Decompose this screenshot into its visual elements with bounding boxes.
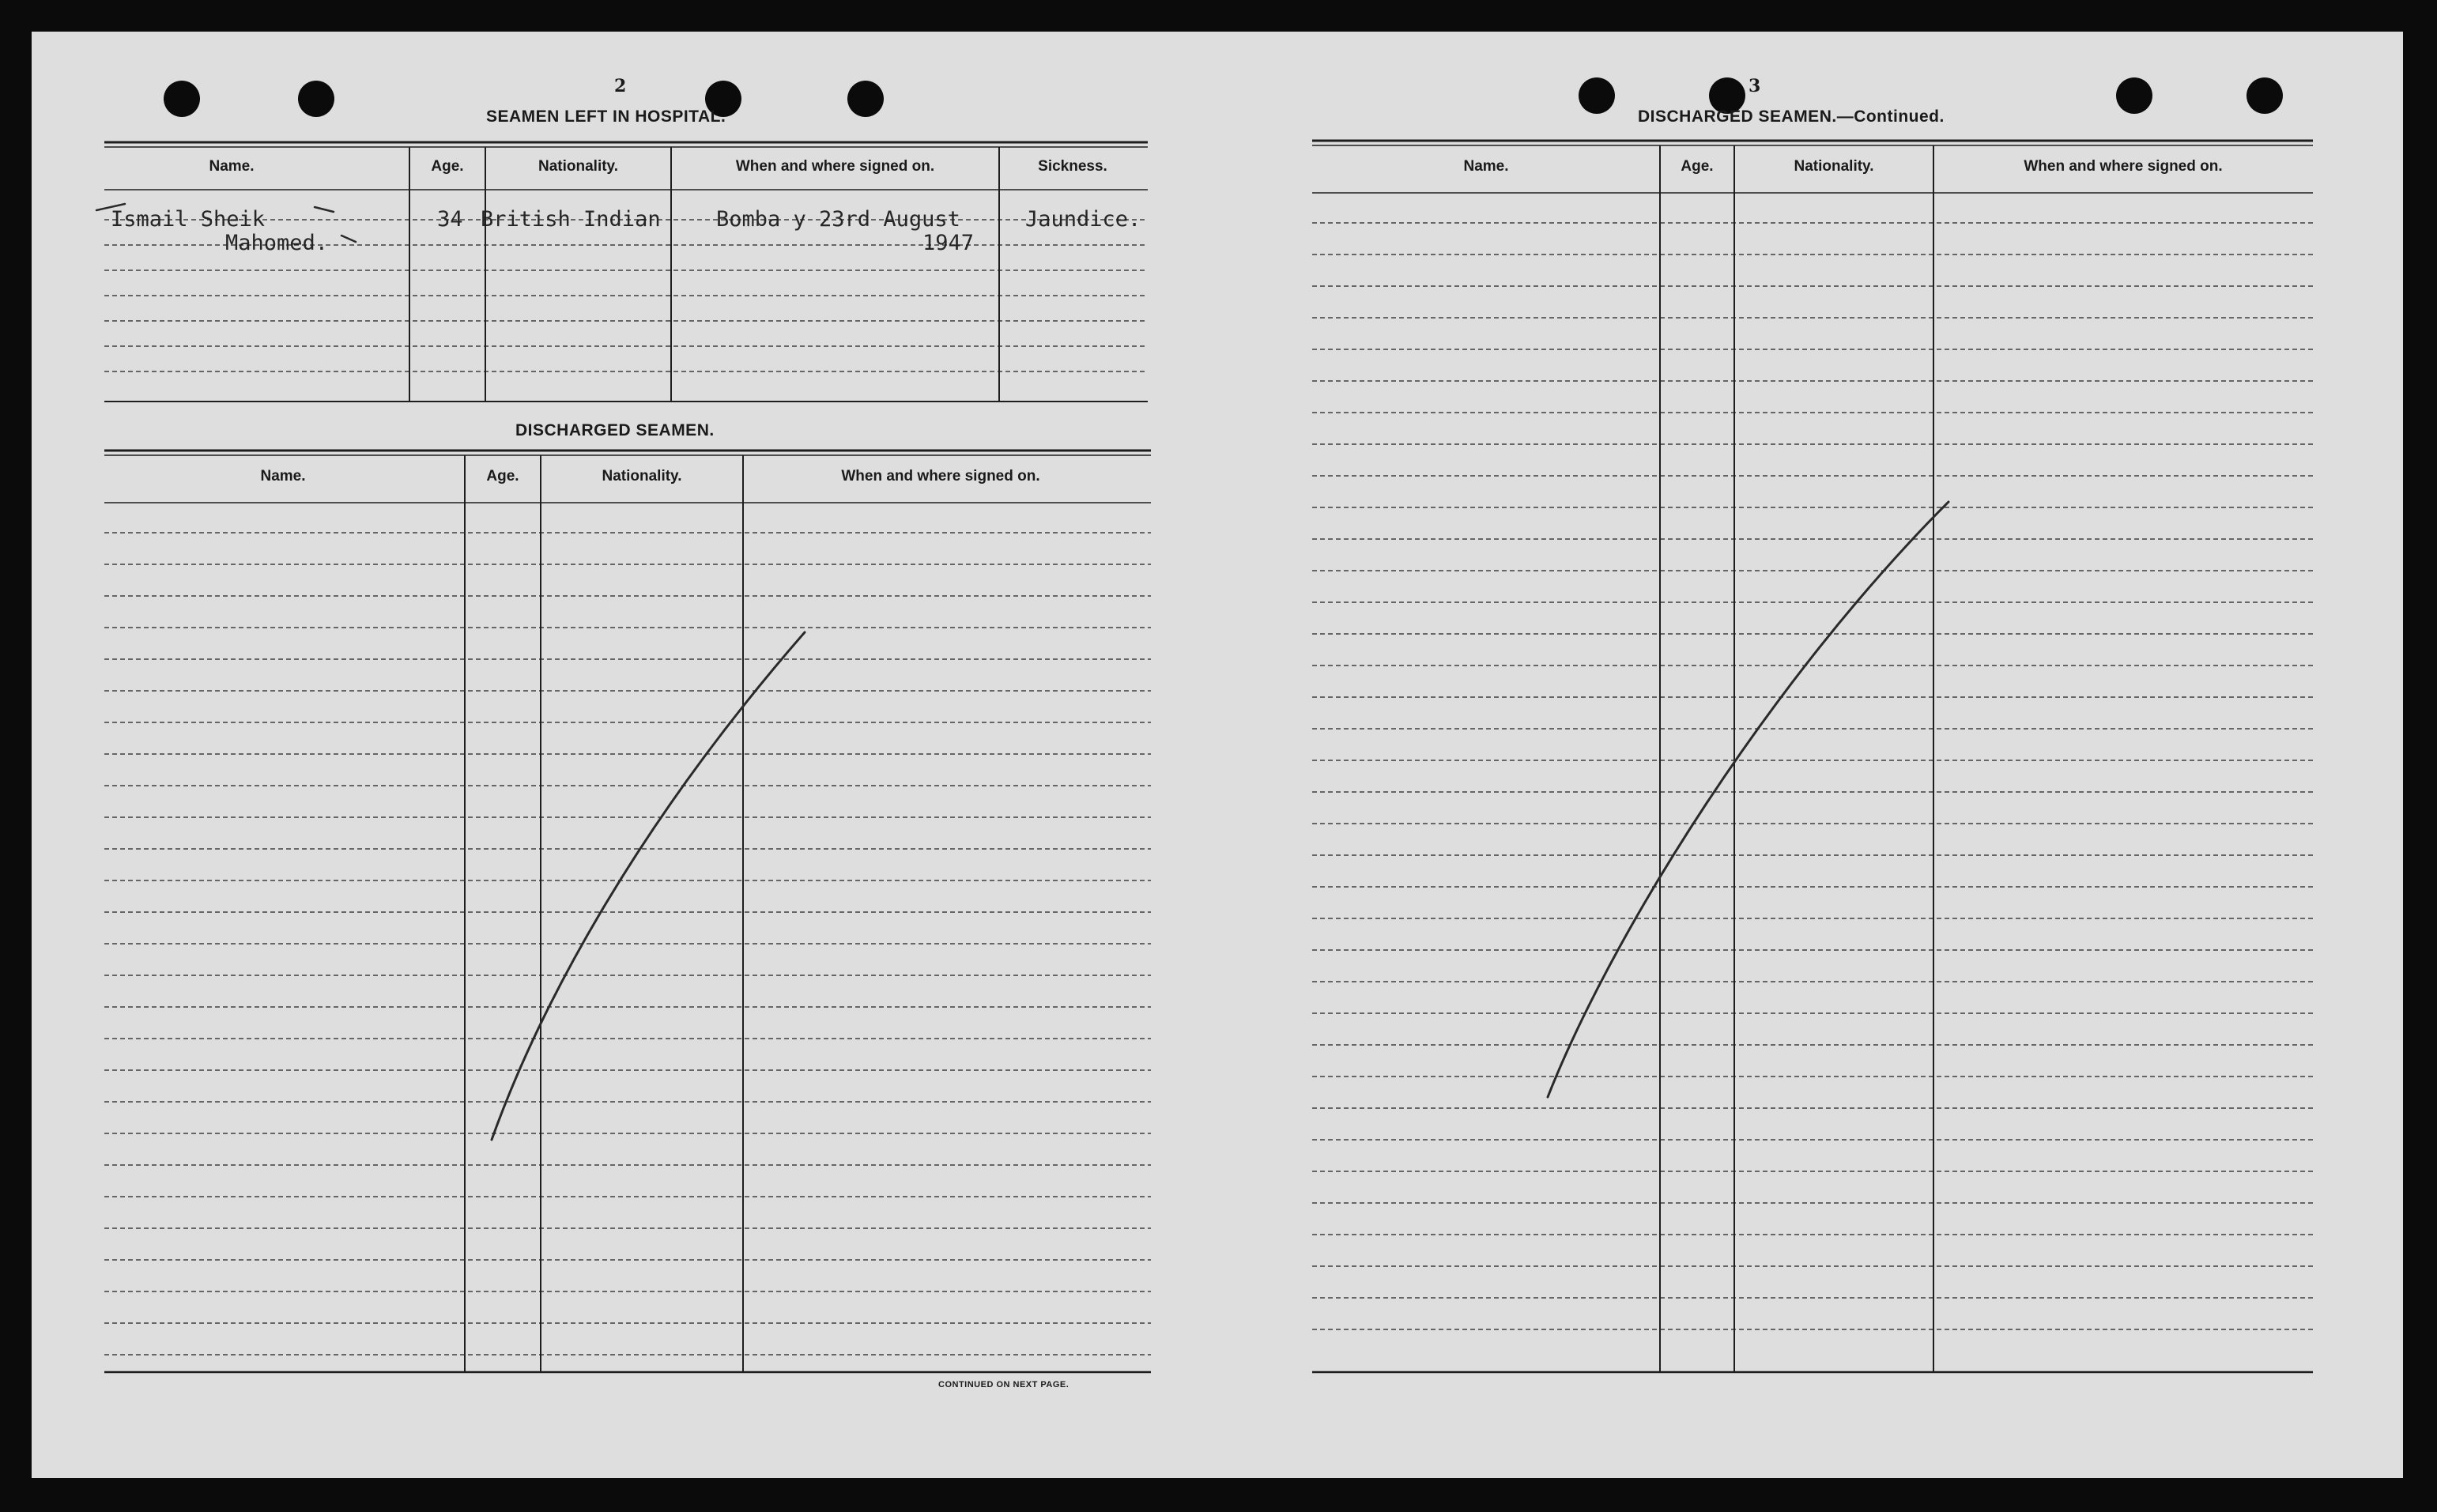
hospital-col-age: Age. <box>431 158 464 175</box>
continued-note: CONTINUED ON NEXT PAGE. <box>938 1380 1069 1389</box>
pen-cancel-stroke <box>1548 502 1948 1097</box>
pen-tick-mark <box>96 204 125 210</box>
pen-tick-mark <box>341 236 356 242</box>
entry-signed-on-line1: Bomba y 23rd August <box>716 207 960 232</box>
page-number: 3 <box>1749 76 1761 96</box>
pen-tick-mark <box>315 207 334 212</box>
pen-cancel-stroke <box>492 632 805 1140</box>
hospital-col-name: Name. <box>209 158 255 175</box>
entry-signed-on-line2: 1947 <box>922 231 975 255</box>
page-number: 2 <box>614 76 627 96</box>
hospital-col-signed-on: When and where signed on. <box>735 158 935 175</box>
right-col-nationality: Nationality. <box>1794 158 1874 175</box>
entry-name-line2: Mahomed. <box>225 231 329 255</box>
discharged-col-signed-on: When and where signed on. <box>841 468 1040 485</box>
hospital-col-sickness: Sickness. <box>1038 158 1107 175</box>
discharged-continued-title: DISCHARGED SEAMEN.—Continued. <box>1638 107 1945 126</box>
discharged-col-name: Name. <box>260 468 306 485</box>
discharged-section-title: DISCHARGED SEAMEN. <box>515 421 715 439</box>
entry-nationality: British Indian <box>481 207 661 232</box>
ruled-lines-layer <box>32 32 2403 1478</box>
entry-name-line1: Ismail Sheik <box>111 207 266 232</box>
right-col-signed-on: When and where signed on. <box>2024 158 2223 175</box>
entry-sickness: Jaundice. <box>1025 207 1141 232</box>
discharged-col-age: Age. <box>486 468 519 485</box>
entry-age: 34 <box>437 207 463 232</box>
document-sheet <box>32 32 2403 1478</box>
discharged-col-nationality: Nationality. <box>602 468 682 485</box>
right-col-name: Name. <box>1463 158 1509 175</box>
hospital-col-nationality: Nationality. <box>538 158 618 175</box>
right-col-age: Age. <box>1681 158 1714 175</box>
hospital-section-title: SEAMEN LEFT IN HOSPITAL. <box>486 107 726 126</box>
